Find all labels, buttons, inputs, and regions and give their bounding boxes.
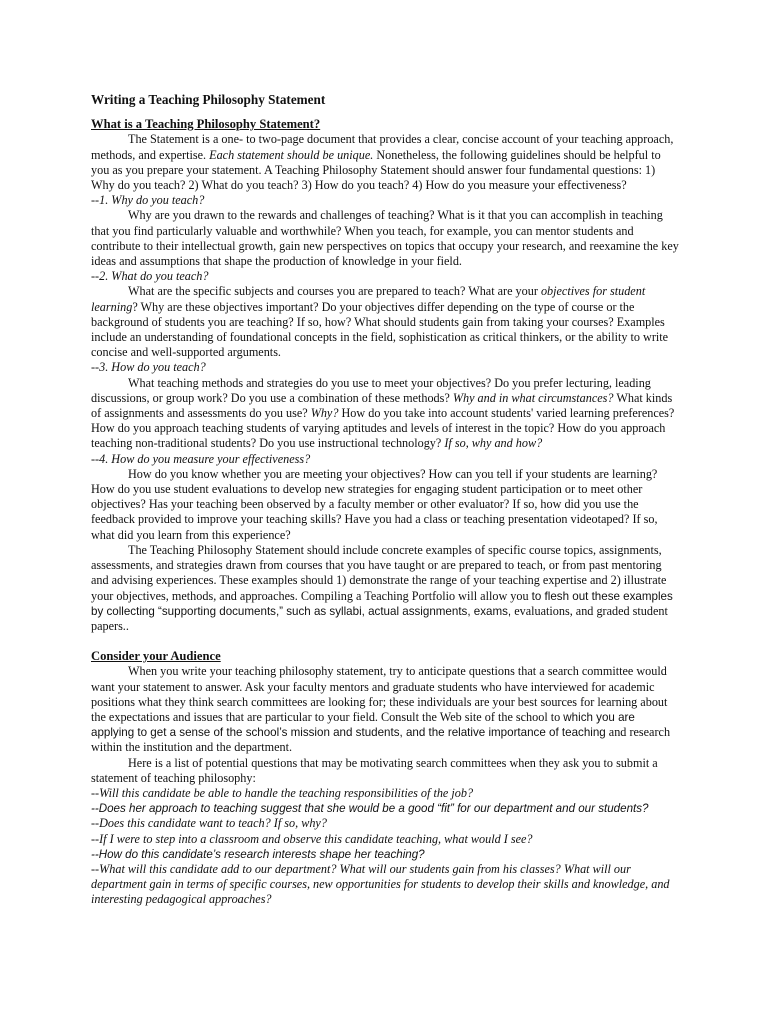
question-3-body [91,376,679,452]
committee-question: --Does her approach to teaching suggest that she would be a good “fit” for our department and our students? [91,802,649,816]
examples-paragraph [91,543,679,634]
q2-text-a: What are the specific subjects and courses you are prepared to teach? What are your [128,284,541,299]
intro-text-b: Nonetheless, the following guidelines should be helpful to you as you prepare your statement. A Teaching Philosophy Statement should answer four fundamental questions: 1) Why do you teach? 2) What do you teach? 3) How do you teach? 4) How do you measure your effectiveness? [91,147,661,193]
section-heading-audience: Consider your Audience [91,649,221,664]
committee-question: --Will this candidate be able to handle the teaching responsibilities of the job? [91,785,474,800]
committee-question: --If I were to step into a classroom and observe this candidate teaching, what would I see? [91,831,533,846]
q3-text-a: What teaching methods and strategies do you use to meet your objectives? Do you prefer lecturing, leading discussions, or group work? Do you use a combination of these methods? [91,375,651,405]
q3-emphasis-1: Why and in what circumstances? [452,390,614,405]
q3-emphasis-2: Why? [310,406,339,421]
q3-emphasis-3: If so, why and how? [444,436,543,451]
question-3-heading: --3. How do you teach? [91,360,206,375]
question-4-body: How do you know whether you are meeting your objectives? How can you tell if your students are learning? How do you use student evaluations to develop new strategies for engaging student participation or to meet other objectives? Has your teaching been observed by a faculty member or other evaluator? If so, how did you use the feedback provided to improve your teaching skills? Have you had a class or teaching presentation videotaped? If so, what did you learn from this experience? [91,466,658,542]
question-2-heading: --2. What do you teach? [91,269,209,284]
audience-text-a: When you write your teaching philosophy statement, try to anticipate questions that a search committee would want your statement to answer. Ask your faculty mentors and graduate students who have interviewed for academic positions what they think search committees are looking for; these individuals are your best sources for learning about the expectations and issues that are particular to your field. Consult the Web site of the school to [91,664,668,724]
question-1-heading: --1. Why do you teach? [91,193,205,208]
q2-emphasis: objectives for student learning [91,284,646,314]
audience-text-alt: which you are applying to get a sense of the school’s mission and students, and the relative importance of teaching [91,710,635,740]
intro-text-a: The Statement is a one- to two-page document that provides a clear, concise account of your teaching approach, methods, and expertise. [91,132,674,162]
q3-text-b: What kinds of assignments and assessments do you use? [91,390,673,421]
committee-question: --What will this candidate add to our department? What will our students gain from his classes? What will our department gain in terms of specific courses, new opportunities for students to develop their skills and knowledge, and interesting pedagogical approaches? [91,861,670,907]
question-1-body: Why are you drawn to the rewards and challenges of teaching? What is it that you can accomplish in teaching that you find particularly valuable and worthwhile? When you teach, for example, you can mentor students and contribute to their intellectual growth, gain new perspectives on topics that occupy your research, and reexamine the key ideas and assumptions that shape the production of knowledge in your field. [91,208,679,269]
q2-text-b: ? Why are these objectives important? Do your objectives differ depending on the type of course or the background of students you are teaching? If so, how? What should students gain from taking your courses? Examples include an understanding of foundational concepts in the field, sophistication as critical thinkers, or the ability to write concise and well-supported arguments. [91,299,669,360]
examples-text-alt: to flesh out these examples by collecting “supporting documents,” such as syllabi, actual assignments, exams, [91,589,673,618]
intro-emphasis: Each statement should be unique. [209,147,374,162]
intro-paragraph [91,132,679,193]
section-heading-what-is: What is a Teaching Philosophy Statement? [91,117,321,132]
question-2-body [91,284,679,360]
section-spacer [91,634,679,649]
committee-question: --How do this candidate’s research interests shape her teaching? [91,847,425,861]
audience-text-b: and research within the institution and the department. [91,725,671,755]
committee-question: --Does this candidate want to teach? If so, why? [91,816,327,831]
document-title: Writing a Teaching Philosophy Statement [91,92,326,107]
examples-text-b: evaluations, and graded student papers.. [91,603,668,633]
examples-text-a: The Teaching Philosophy Statement should include concrete examples of specific course topics, assignments, assessments, and strategies drawn from courses that you have taught or are prepared to teach, or from past mentoring and advising experiences. These examples should 1) demonstrate the range of your teaching expertise and 2) illustrate your objectives, methods, and approaches. Compiling a Teaching Portfolio will allow you [91,542,667,603]
audience-paragraph-1 [91,664,679,755]
audience-paragraph-2: Here is a list of potential questions that may be motivating search committees when they ask you to submit a statement of teaching philosophy: [91,755,658,785]
question-4-heading: --4. How do you measure your effectiveness? [91,451,311,466]
document-body [91,92,679,908]
q3-text-c: How do you take into account students' varied learning preferences? How do you approach teaching students of varying aptitudes and levels of interest in the topic? How do you approach teaching non-traditional students? Do you use instructional technology? [91,406,675,451]
